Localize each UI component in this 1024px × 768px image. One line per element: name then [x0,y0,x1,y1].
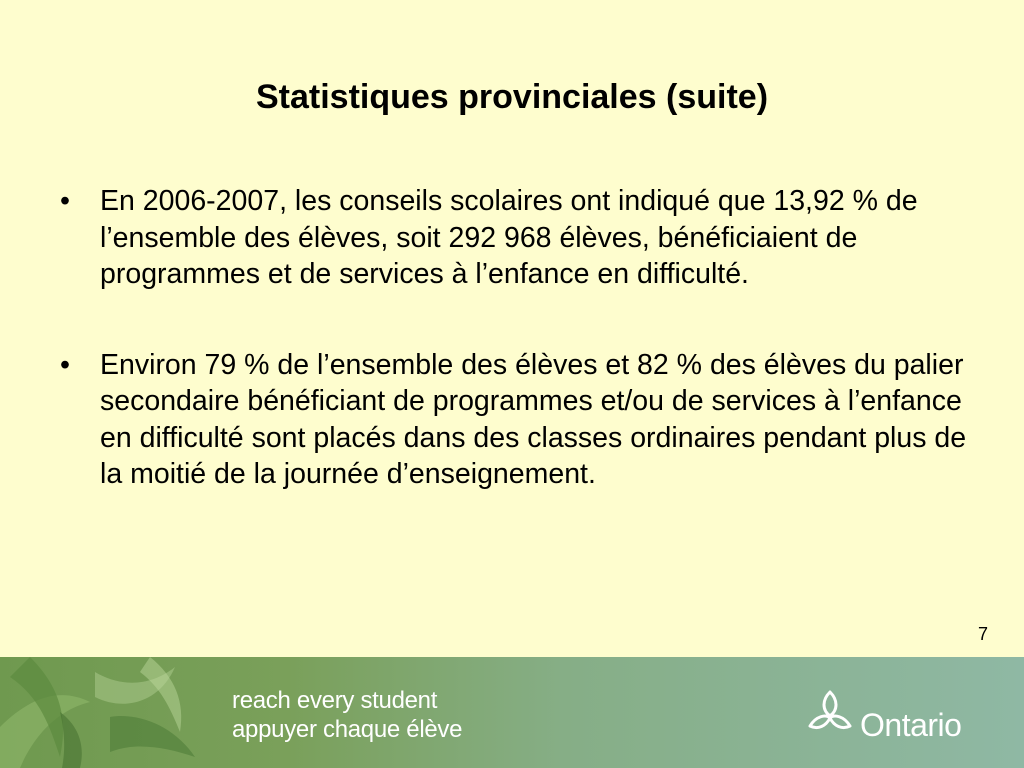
tagline-english: reach every student [232,687,438,714]
footer-banner [0,657,1024,768]
bullet-text: En 2006-2007, les conseils scolaires ont indiqué que 13,92 % de l’ensemble des élèves, soit 292 968 élèves, bénéficiaient de programmes et de services à l’enfance en difficulté. [100,185,918,290]
leaf-swirl-decoration [0,657,240,768]
slide-title: Statistiques provinciales (suite) [255,78,769,116]
bullet-icon: • [60,348,70,381]
bullet-item [58,347,978,493]
tagline [232,686,462,744]
bullet-icon: • [60,185,70,217]
ontario-logo-text: Ontario [860,707,962,743]
bullet-item [58,183,978,293]
bullet-text: Environ 79 % de l’ensemble des élèves et 82 % des élèves du palier secondaire bénéficiant de programmes et/ou de services à l’enfance en difficulté sont placés dans des classes ordinaires pendant plus de la moitié de la journée d’enseignement. [100,348,967,490]
tagline-french: appuyer chaque élève [232,716,463,743]
page-number: 7 [977,624,988,644]
trillium-icon [800,684,860,744]
bullet-list [58,183,978,547]
